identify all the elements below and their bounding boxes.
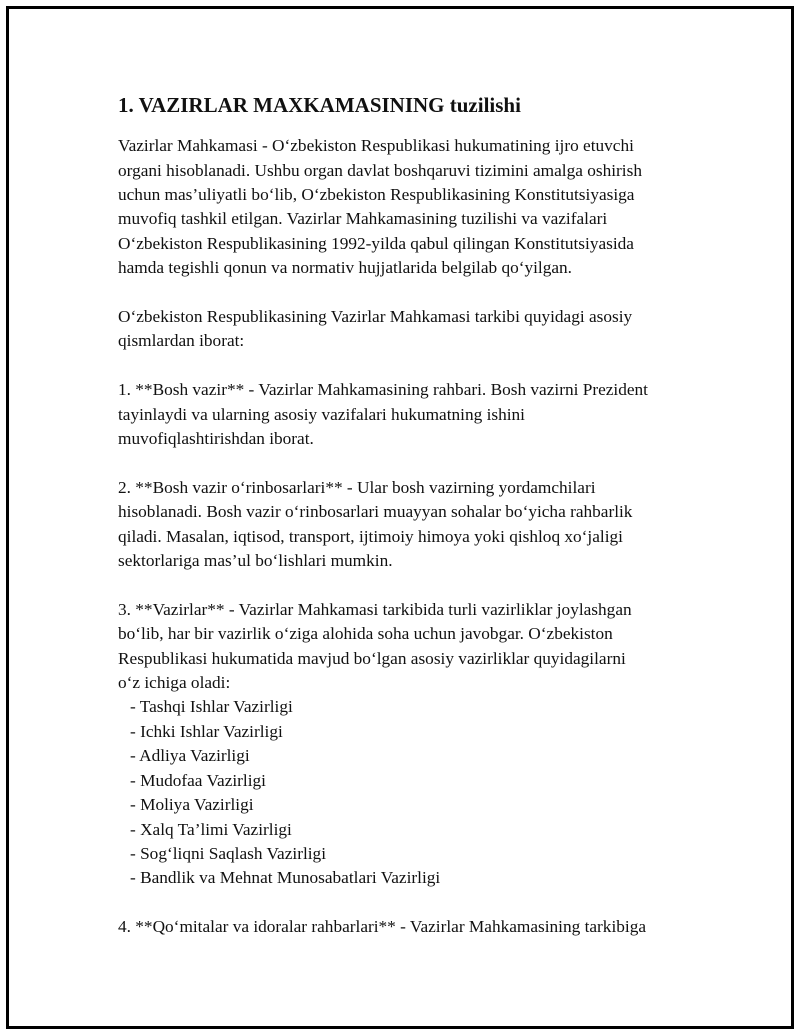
list-item: - Xalq Ta’limi Vazirligi — [130, 819, 292, 839]
paragraph-gap — [118, 281, 718, 305]
composition-paragraph: O‘zbekiston Respublikasining Vazirlar Mahkamasi tarkibi quyidagi asosiy qismlardan iborat: — [118, 307, 633, 351]
paragraph-gap — [118, 354, 718, 378]
document-heading: 1. VAZIRLAR MAXKAMASINING tuzilishi — [118, 93, 521, 117]
list-item: - Adliya Vazirligi — [130, 746, 250, 766]
ministries-list — [118, 695, 718, 890]
document-body — [118, 93, 718, 940]
paragraph-gap — [118, 891, 718, 915]
intro-paragraph: Vazirlar Mahkamasi - O‘zbekiston Respublikasi hukumatining ijro etuvchi organi hisoblanadi. Ushbu organ davlat boshqaruvi tizimini amalga oshirish uchun mas’uliyatli bo‘lib, O‘zbekiston Respublikasining Konstitutsiyasiga muvofiq tashkil etilgan. Vazirlar Mahkamasining tuzilishi va vazifalari O‘zbekiston Respublikasining 1992-yilda qabul qilingan Konstitutsiyasida hamda tegishli qonun va normativ hujjatlarida belgilab qo‘yilgan. — [118, 136, 642, 278]
list-item: - Mudofaa Vazirligi — [130, 770, 266, 790]
list-item: - Moliya Vazirligi — [130, 795, 254, 815]
list-item: - Sog‘liqni Saqlash Vazirligi — [130, 843, 326, 863]
list-item: - Tashqi Ishlar Vazirligi — [130, 697, 293, 717]
item-prime-minister: 1. **Bosh vazir** - Vazirlar Mahkamasining rahbari. Bosh vazirni Prezident tayinlaydi va ularning asosiy vazifalari hukumatning ishini muvofiqlashtirishdan iborat. — [118, 380, 648, 449]
item-committees: 4. **Qo‘mitalar va idoralar rahbarlari** - Vazirlar Mahkamasining tarkibiga — [118, 917, 647, 937]
paragraph-gap — [118, 573, 718, 597]
item-ministers: 3. **Vazirlar** - Vazirlar Mahkamasi tarkibida turli vazirliklar joylashgan bo‘lib, har bir vazirlik o‘ziga alohida soha uchun javobgar. O‘zbekiston Respublikasi hukumatida mavjud bo‘lgan asosiy vazirliklar quyidagilarni o‘z ichiga oladi: — [118, 599, 632, 693]
item-deputy-prime-ministers: 2. **Bosh vazir o‘rinbosarlari** - Ular bosh vazirning yordamchilari hisoblanadi. Bosh vazir o‘rinbosarlari muayyan sohalar bo‘yicha rahbarlik qiladi. Masalan, iqtisod, transport, ijtimoiy himoya yoki qishloq xo‘jaligi sektorlariga mas’ul bo‘lishlari mumkin. — [118, 477, 633, 571]
paragraph-gap — [118, 451, 718, 475]
list-item: - Ichki Ishlar Vazirligi — [130, 721, 283, 741]
list-item: - Bandlik va Mehnat Munosabatlari Vazirligi — [130, 868, 441, 888]
